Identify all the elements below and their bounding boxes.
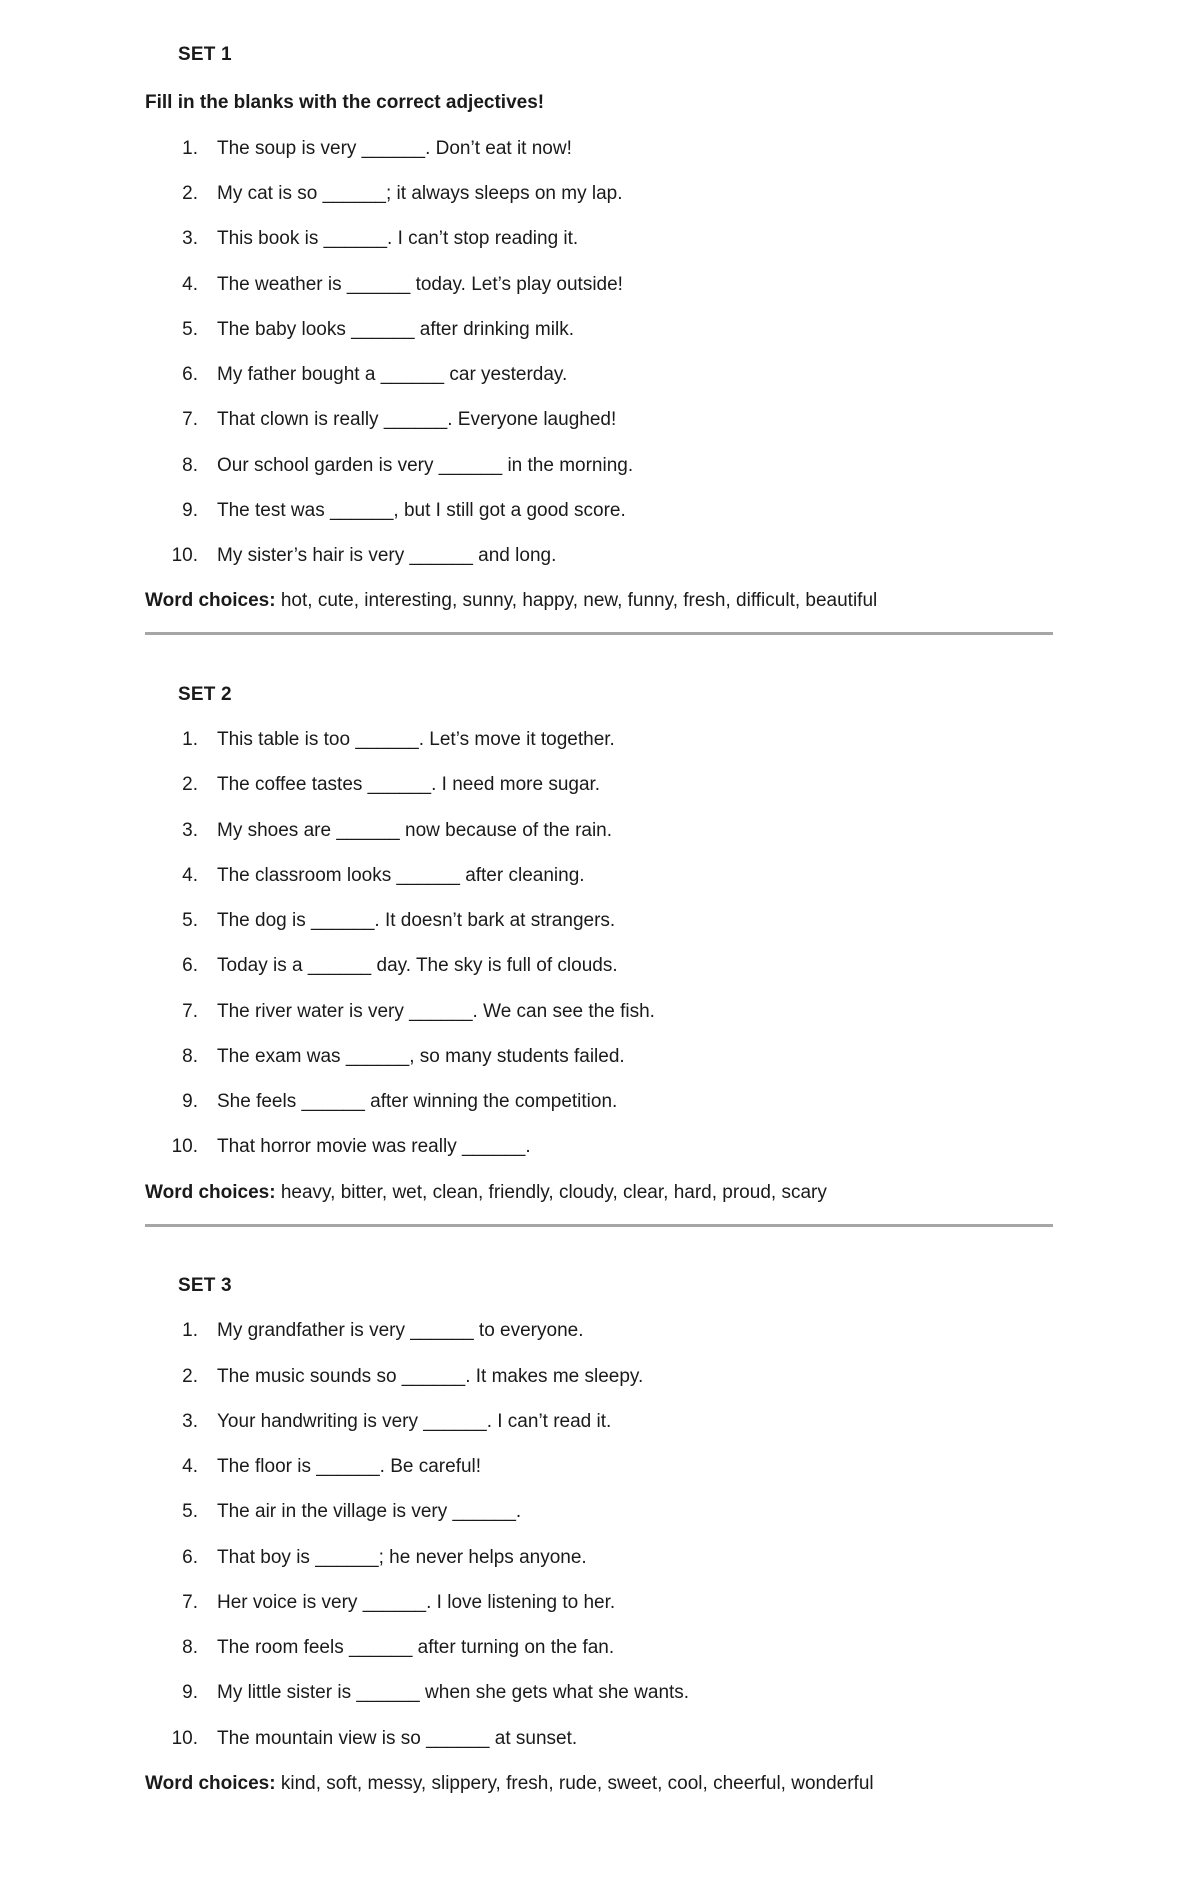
question-number: 3. (182, 228, 198, 249)
question-number: 8. (182, 1637, 198, 1658)
question-text: The coffee tastes ______. I need more sugar. (217, 774, 601, 795)
question-number: 5. (182, 319, 198, 340)
question-number: 8. (182, 455, 198, 476)
question-item (0, 545, 1200, 571)
question-text: Her voice is very ______. I love listening to her. (217, 1592, 616, 1613)
question-item (0, 1637, 1200, 1663)
question-item (0, 138, 1200, 164)
question-text: This table is too ______. Let’s move it together. (217, 729, 615, 750)
question-number: 7. (182, 1592, 198, 1613)
question-text: The dog is ______. It doesn’t bark at strangers. (217, 910, 616, 931)
section-divider (145, 1224, 1053, 1227)
question-number: 10. (171, 1136, 198, 1157)
question-number: 6. (182, 955, 198, 976)
question-number: 10. (171, 545, 198, 566)
question-text: The soup is very ______. Don’t eat it now! (217, 138, 572, 159)
question-text: The baby looks ______ after drinking milk. (217, 319, 574, 340)
question-number: 1. (182, 1320, 198, 1341)
question-item (0, 500, 1200, 526)
question-text: The classroom looks ______ after cleaning. (217, 865, 585, 886)
question-item (0, 820, 1200, 846)
question-text: Your handwriting is very ______. I can’t read it. (217, 1411, 612, 1432)
question-item (0, 1456, 1200, 1482)
question-number: 3. (182, 820, 198, 841)
question-text: That horror movie was really ______. (217, 1136, 531, 1157)
set-2-word-choices (145, 1182, 827, 1204)
question-item (0, 1501, 1200, 1527)
set-2-title: SET 2 (178, 684, 232, 705)
question-number: 2. (182, 1366, 198, 1387)
set-3-word-choices (145, 1773, 874, 1795)
question-text: The exam was ______, so many students failed. (217, 1046, 625, 1067)
question-text: My father bought a ______ car yesterday. (217, 364, 568, 385)
question-number: 9. (182, 1091, 198, 1112)
question-text: This book is ______. I can’t stop reading it. (217, 228, 579, 249)
question-item (0, 910, 1200, 936)
word-choices-list: heavy, bitter, wet, clean, friendly, cloudy, clear, hard, proud, scary (280, 1182, 827, 1203)
question-item (0, 1411, 1200, 1437)
question-item (0, 364, 1200, 390)
question-item (0, 1728, 1200, 1754)
set-1-title: SET 1 (178, 44, 232, 65)
question-item (0, 319, 1200, 345)
question-number: 2. (182, 183, 198, 204)
question-item (0, 228, 1200, 254)
question-text: The weather is ______ today. Let’s play outside! (217, 274, 623, 295)
word-choices-label: Word choices: (145, 1182, 276, 1203)
question-item (0, 1366, 1200, 1392)
question-number: 1. (182, 729, 198, 750)
question-text: My grandfather is very ______ to everyone. (217, 1320, 584, 1341)
question-number: 1. (182, 138, 198, 159)
question-item (0, 865, 1200, 891)
question-item (0, 729, 1200, 755)
question-item (0, 774, 1200, 800)
question-text: The mountain view is so ______ at sunset. (217, 1728, 578, 1749)
question-text: The music sounds so ______. It makes me sleepy. (217, 1366, 644, 1387)
question-item (0, 1547, 1200, 1573)
question-text: That boy is ______; he never helps anyone. (217, 1547, 587, 1568)
question-number: 5. (182, 1501, 198, 1522)
question-number: 7. (182, 1001, 198, 1022)
question-item (0, 409, 1200, 435)
question-number: 4. (182, 865, 198, 886)
question-number: 9. (182, 500, 198, 521)
question-text: That clown is really ______. Everyone laughed! (217, 409, 617, 430)
word-choices-list: kind, soft, messy, slippery, fresh, rude, sweet, cool, cheerful, wonderful (280, 1773, 874, 1794)
question-text: The test was ______, but I still got a good score. (217, 500, 626, 521)
question-number: 2. (182, 774, 198, 795)
question-item (0, 183, 1200, 209)
word-choices-label: Word choices: (145, 590, 276, 611)
question-text: Today is a ______ day. The sky is full of clouds. (217, 955, 618, 976)
question-number: 7. (182, 409, 198, 430)
question-text: The river water is very ______. We can see the fish. (217, 1001, 655, 1022)
question-text: Our school garden is very ______ in the morning. (217, 455, 634, 476)
question-number: 5. (182, 910, 198, 931)
question-text: My shoes are ______ now because of the rain. (217, 820, 613, 841)
question-text: My cat is so ______; it always sleeps on my lap. (217, 183, 623, 204)
question-item (0, 1682, 1200, 1708)
question-text: She feels ______ after winning the competition. (217, 1091, 618, 1112)
question-text: My sister’s hair is very ______ and long. (217, 545, 557, 566)
set-3-title: SET 3 (178, 1275, 232, 1296)
question-item (0, 955, 1200, 981)
question-item (0, 455, 1200, 481)
question-number: 4. (182, 1456, 198, 1477)
set-1-word-choices (145, 590, 877, 612)
word-choices-label: Word choices: (145, 1773, 276, 1794)
question-item (0, 1046, 1200, 1072)
word-choices-list: hot, cute, interesting, sunny, happy, new, funny, fresh, difficult, beautiful (280, 590, 878, 611)
section-divider (145, 632, 1053, 635)
question-text: My little sister is ______ when she gets what she wants. (217, 1682, 690, 1703)
question-text: The air in the village is very ______. (217, 1501, 522, 1522)
question-item (0, 1091, 1200, 1117)
question-number: 10. (171, 1728, 198, 1749)
question-item (0, 1001, 1200, 1027)
question-item (0, 1320, 1200, 1346)
question-number: 9. (182, 1682, 198, 1703)
question-number: 6. (182, 1547, 198, 1568)
question-item (0, 1592, 1200, 1618)
question-number: 8. (182, 1046, 198, 1067)
instruction-heading: Fill in the blanks with the correct adjectives! (145, 92, 545, 113)
question-text: The room feels ______ after turning on the fan. (217, 1637, 615, 1658)
question-number: 4. (182, 274, 198, 295)
question-number: 3. (182, 1411, 198, 1432)
question-number: 6. (182, 364, 198, 385)
question-text: The floor is ______. Be careful! (217, 1456, 482, 1477)
question-item (0, 1136, 1200, 1162)
question-item (0, 274, 1200, 300)
